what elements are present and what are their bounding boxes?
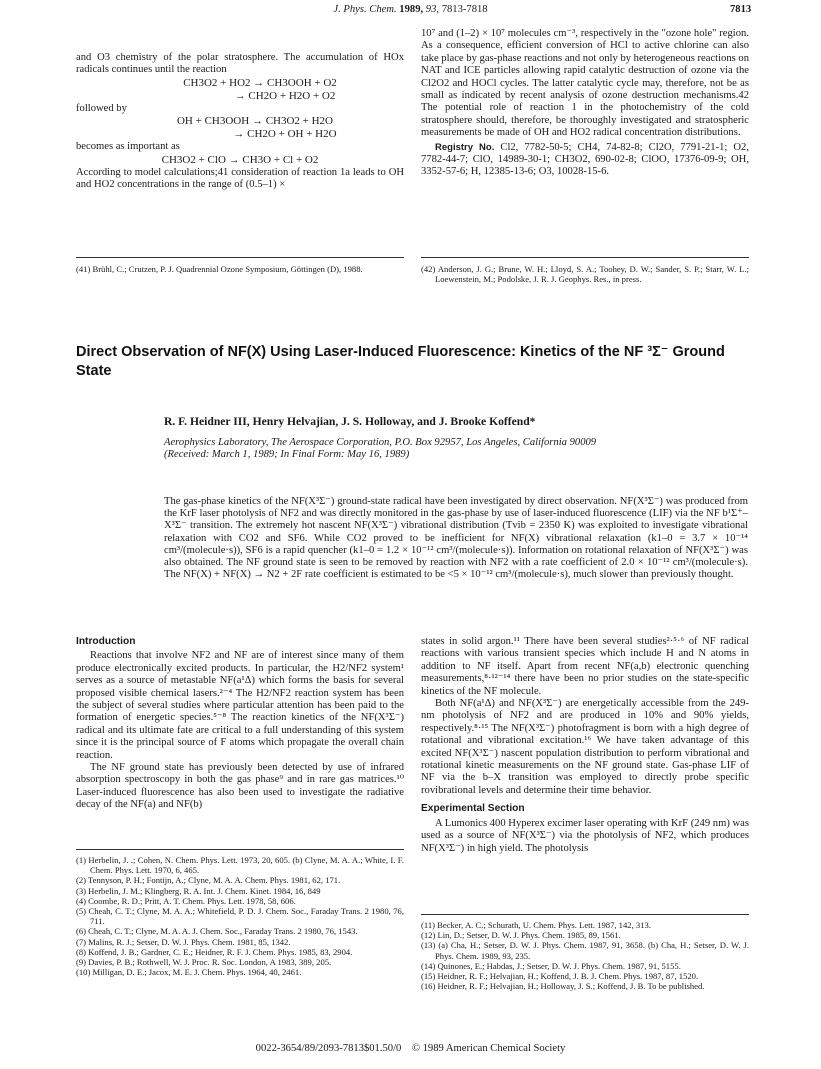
right-paragraph-2: Both NF(a¹Δ) and NF(X³Σ⁻) are energetically accessible from the 249-nm photolysis of NF2 and are produced in 10% and 90% yields, respectively.⁸·¹⁵ The NF(X³Σ⁻) photofragment is born with a high degree of rotational and vibrational excitation.¹⁶ We have taken advantage of this excited NF(X³Σ⁻) nascent population distribution to perform vibrational and rotational kinetic measurements on the NF ground state. Gas-phase LIF of NF via the b–X transition was employed to directly probe specific rovibrational levels and determine their time behavior. xyxy=(421,698,749,796)
footnote-9: (9) Davies, P. B.; Rothwell, W. J. Proc. R. Soc. London, A 1983, 389, 205. xyxy=(76,957,332,968)
right-body-column xyxy=(421,636,749,855)
journal-volume: 93, xyxy=(425,4,440,15)
article-authors: R. F. Heidner III, Henry Helvajian, J. S. Holloway, and J. Brooke Koffend* xyxy=(164,415,536,428)
footnote-rule-bottom-left xyxy=(76,849,404,850)
prev-conclusion: 10⁷ and (1–2) × 10⁷ molecules cm⁻³, respectively in the "ozone hole" region. As a consequence, efficient conversion of HCl to active chlorine can also take place by gas-phase reactions and not only by heterogeneous reactions on NAT and ICE particles allowing rapid catalytic destruction of ozone via the Cl2O2 and HOCl cycles. The latter catalytic cycle may, therefore, not be as small as indicated by recent analysis of ozone destruction mechanisms.42 The potential role of reaction 1 in the photochemistry of the cold stratosphere should, therefore, be thoroughly investigated and stratospheric measurements be made of OH and HO2 radical concentration distributions. xyxy=(421,28,749,139)
experimental-paragraph: A Lumonics 400 Hyperex excimer laser operating with KrF (249 nm) was used as a source of NF(X³Σ⁻) via the photolysis of NF2, which produces NF(X³Σ⁻) in high yield. The photolysis xyxy=(421,817,749,854)
journal-name: J. Phys. Chem. xyxy=(333,4,397,15)
footnote-15: (15) Heidner, R. F.; Helvajian, H.; Koffend, J. B. J. Chem. Phys. 1987, 87, 1520. xyxy=(421,971,699,982)
registry-label: Registry No. xyxy=(435,141,495,153)
becomes-text: becomes as important as xyxy=(76,141,180,153)
footnote-7: (7) Malins, R. J.; Setser, D. W. J. Phys. Chem. 1981, 85, 1342. xyxy=(76,936,291,947)
introduction-column xyxy=(76,636,404,812)
footnote-3: (3) Herbelin, J. M.; Klingberg, R. A. Int. J. Chem. Kinet. 1984, 16, 849 xyxy=(76,885,321,896)
footnote-rule-top-left xyxy=(76,257,404,258)
footnote-11: (11) Becker, A. C.; Schurath, U. Chem. Phys. Lett. 1987, 142, 313. xyxy=(421,920,651,930)
equation-1b: → CH2O + H2O + O2 xyxy=(234,89,336,102)
footnote-14: (14) Quinones, E.; Habdas, J.; Setser, D. W. J. Phys. Chem. 1987, 91, 5155. xyxy=(421,960,681,971)
introduction-heading: Introduction xyxy=(76,636,136,647)
copyright: © 1989 American Chemical Society xyxy=(411,1043,566,1054)
footnote-rule-bottom-right xyxy=(421,914,749,915)
running-header xyxy=(0,4,821,15)
received-dates: (Received: March 1, 1989; In Final Form: May 16, 1989) xyxy=(164,449,410,461)
prev-intro: and O3 chemistry of the polar stratosphere. The accumulation of HOx radicals continues until the reaction xyxy=(76,52,404,76)
journal-year: 1989, xyxy=(399,4,424,15)
footnote-42: (42) Anderson, J. G.; Brune, W. H.; Lloyd, S. A.; Toohey, D. W.; Sander, S. P.; Starr, W. L.; Loewenstein, M.; Podolske, J. R. J. Geophys. Res., in press. xyxy=(421,264,749,285)
article-code: 0022-3654/89/2093-7813$01.50/0 xyxy=(255,1043,402,1054)
abstract: The gas-phase kinetics of the NF(X³Σ⁻) ground-state radical have been investigated by direct observation. NF(X³Σ⁻) was produced from the KrF laser photolysis of NF2 and was directly monitored in the gas-phase by use of laser-induced fluorescence (LIF) via the NF b¹Σ⁺–X³Σ⁻ transition. The extremely hot nascent NF(X³Σ⁻) vibrational distribution (Tvib = 2350 K) was exploited to investigate vibrational relaxation with CO2 and SF6. While CO2 proved to be inefficient for NF(X) vibrational relaxation (k1–0 = 3.7 × 10⁻¹⁴ cm³/(molecule·s)), SF6 is a rapid quencher (k1–0 = 1.2 × 10⁻¹² cm³/(molecule·s)). Information on rotational relaxation of NF(X³Σ⁻) was also obtained. The NF ground state is seen to be removed by reaction with NF2 with a rate coefficient of 2.0 × 10⁻¹² cm³/(molecule·s). The NF(X) + NF(X) → N2 + 2F rate coefficient is estimated to be <5 × 10⁻¹² cm³/(molecule·s), much slower than previously thought. xyxy=(164,496,748,581)
article-affiliation xyxy=(164,437,596,462)
footnote-10: (10) Milligan, D. E.; Jacox, M. E. J. Chem. Phys. 1964, 40, 2461. xyxy=(76,967,302,978)
registry-numbers xyxy=(421,142,749,179)
footnote-4: (4) Coombe, R. D.; Pritt, A. T. Chem. Phys. Lett. 1978, 58, 606. xyxy=(76,895,296,906)
prev-article-left-column xyxy=(76,52,404,191)
footnote-13: (13) (a) Cha, H.; Setser, D. W. J. Phys. Chem. 1987, 91, 3658. (b) Cha, H.; Setser, D. W. J. Phys. Chem. 1989, 93, 235. xyxy=(421,940,749,961)
journal-pages: 7813-7818 xyxy=(441,4,488,15)
intro-paragraph-1: Reactions that involve NF2 and NF are of interest since many of them produce electronically excited products. In particular, the H2/NF2 system¹ serves as a source of metastable NF(a¹Δ) which forms the basis for several proposed visible chemical lasers.²⁻⁴ The H2/NF2 reaction system has been the subject of several studies where particular attention has been paid to the formation of energetic species.⁵⁻⁸ The reaction kinetics of the NF(X³Σ⁻) radical and its ultimate fate are critical to a full understanding of this system since it is the principal source of F atoms which propagate the overall chain reaction. xyxy=(76,650,404,761)
page-footer xyxy=(0,1043,821,1054)
according-text: According to model calculations;41 consideration of reaction 1a leads to OH and HO2 concentrations in the range of (0.5–1) × xyxy=(76,166,404,191)
footnote-41: (41) Brühl, C.; Crutzen, P. J. Quadrennial Ozone Symposium, Göttingen (D), 1988. xyxy=(76,264,363,274)
footnote-12: (12) Lin, D.; Setser, D. W. J. Phys. Chem. 1985, 89, 1561. xyxy=(421,930,621,941)
right-footnotes xyxy=(421,920,749,991)
prev-article-right-column xyxy=(421,28,749,179)
experimental-heading: Experimental Section xyxy=(421,803,525,815)
followed-by: followed by xyxy=(76,102,127,114)
equation-2b: → CH2O + OH + H2O xyxy=(233,128,337,141)
article-title: Direct Observation of NF(X) Using Laser-Induced Fluorescence: Kinetics of the NF ³Σ⁻ Ground State xyxy=(76,344,725,379)
footnote-1: (1) Herbelin, J. .; Cohen, N. Chem. Phys. Lett. 1973, 20, 605. (b) Clyne, M. A. A.; White, I. F. Chem. Phys. Lett. 1970, 6, 465. xyxy=(76,855,404,876)
page-number: 7813 xyxy=(730,4,752,15)
footnote-5: (5) Cheah, C. T.; Clyne, M. A. A.; Whitefield, P. D. J. Chem. Soc., Faraday Trans. 2 1980, 76, 711. xyxy=(76,906,404,927)
footnote-16: (16) Heidner, R. F.; Helvajian, H.; Holloway, J. S.; Koffend, J. B. To be published. xyxy=(421,981,705,992)
right-paragraph-1: states in solid argon.¹¹ There have been several studies²·⁵·⁶ of NF radical reactions with various transient species which include H and N atoms in addition to NF itself. Apart from recent NF(a,b) electronic quenching measurements,⁸·¹²⁻¹⁴ there have been no prior studies on the state-specific kinetics of the NF molecule. xyxy=(421,636,749,697)
affiliation-address: Aerophysics Laboratory, The Aerospace Corporation, P.O. Box 92957, Los Angeles, California 90009 xyxy=(164,437,597,448)
footnote-2: (2) Tennyson, P. H.; Fontijn, A.; Clyne, M. A. A. Chem. Phys. 1981, 62, 171. xyxy=(76,875,341,886)
equation-3: CH3O2 + ClO → CH3O + Cl + O2 xyxy=(161,153,319,166)
footnote-8: (8) Koffend, J. B.; Gardner, C. E.; Heidner, R. F. J. Chem. Phys. 1985, 83, 2904. xyxy=(76,946,353,957)
registry-list: Cl2, 7782-50-5; CH4, 74-82-8; Cl2O, 7791-21-1; O2, 7782-44-7; ClO, 14989-30-1; CH3O2, 690-02-8; ClOO, 17376-09-9; OH, 3352-57-6; H, 12385-13-6; O3, 10028-15-6. xyxy=(421,141,749,178)
intro-paragraph-2: The NF ground state has previously been detected by use of infrared absorption spectroscopy in both the gas phase⁹ and in rare gas matrices.¹⁰ Laser-induced fluorescence has also been used to investigate the radiative decay of the NF(a) and NF(b) xyxy=(76,762,404,811)
footnote-6: (6) Cheah, C. T.; Clyne, M. A. A. J. Chem. Soc., Faraday Trans. 2 1980, 76, 1543. xyxy=(76,926,358,937)
footnote-rule-top-right xyxy=(421,257,749,258)
left-footnotes xyxy=(76,855,404,977)
equation-2a: OH + CH3OOH → CH3O2 + H2O xyxy=(176,115,334,128)
equation-1a: CH3O2 + HO2 → CH3OOH + O2 xyxy=(183,76,337,89)
